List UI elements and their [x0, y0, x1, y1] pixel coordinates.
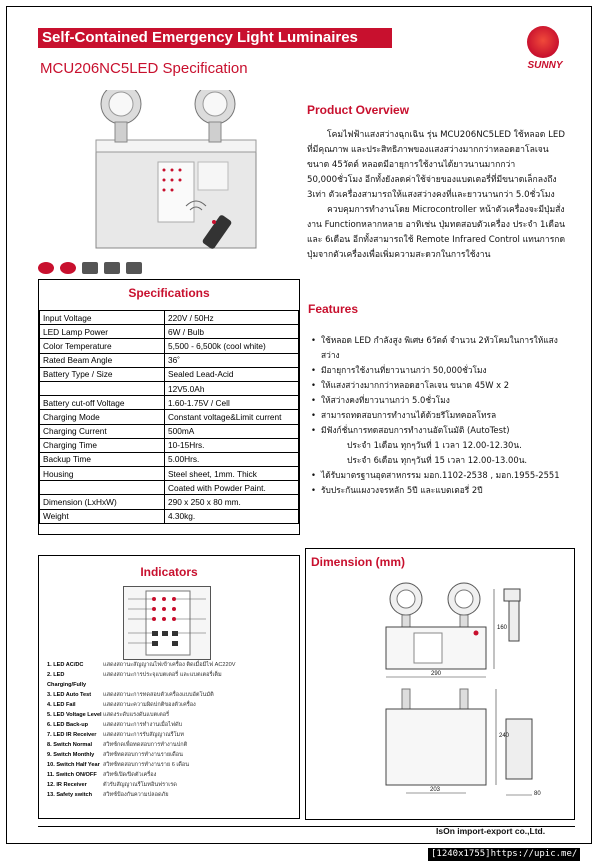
- tis-mark-icon: [38, 262, 54, 274]
- spec-row: [40, 339, 299, 353]
- indicator-name: 12. IR Receiver: [47, 782, 87, 788]
- feature-item: • มีฟังก์ชั่นการทดสอบการทำงานอัตโนมัติ (AutoTest): [311, 423, 573, 438]
- spec-label: [40, 481, 165, 495]
- spec-value: 5.00Hrs.: [165, 452, 299, 466]
- indicator-description: แสดงสถานะการทำงานเมื่อไฟดับ: [103, 722, 183, 728]
- indicator-item: [47, 770, 297, 780]
- spec-label: Weight: [40, 509, 165, 523]
- spec-row: [40, 396, 299, 410]
- indicator-description: สวิทซ์เปิด/ปิดตัวเครื่อง: [103, 772, 157, 778]
- indicator-item: [47, 730, 297, 740]
- feature-item: • ได้รับมาตรฐานอุตสาหกรรม มอก.1102-2538 , มอก.1955-2551: [311, 468, 573, 483]
- overview-heading: Product Overview: [307, 103, 410, 117]
- feature-item: • ให้แสงสว่างมากกว่าหลอดฮาโลเจน ขนาด 45W x 2: [311, 378, 573, 393]
- feature-item: • ให้สว่างคงที่ยาวนานกว่า 5.0ชั่วโมง: [311, 393, 573, 408]
- indicator-name: 2. LED Charging/Fully: [47, 672, 87, 688]
- spec-label: Battery Type / Size: [40, 367, 165, 381]
- indicator-description: แสดงสถานะความผิดปกติของตัวเครื่อง: [103, 702, 196, 708]
- spec-value: Coated with Powder Paint.: [165, 481, 299, 495]
- ce-mark-icon: [82, 262, 98, 274]
- warning-mark-icon: [104, 262, 120, 274]
- spec-label: Rated Beam Angle: [40, 353, 165, 367]
- spec-value: 290 x 250 x 80 mm.: [165, 495, 299, 509]
- indicator-description: แสดงสถานะการทดสอบตัวเครื่องแบบอัตโนมัติ: [103, 692, 214, 698]
- indicator-name: 5. LED Voltage Level: [47, 712, 102, 718]
- spec-row: [40, 367, 299, 381]
- indicator-item: [47, 760, 297, 770]
- indicator-item: [47, 670, 297, 690]
- banner-title: Self-Contained Emergency Light Luminaires: [38, 28, 392, 48]
- spec-label: Housing: [40, 467, 165, 481]
- indicator-name: 11. Switch ON/OFF: [47, 772, 97, 778]
- indicator-name: 4. LED Fail: [47, 702, 76, 708]
- indicator-panel-diagram: [123, 586, 211, 660]
- spec-value: 500mA: [165, 424, 299, 438]
- spec-label: Charging Time: [40, 438, 165, 452]
- indicator-item: [47, 790, 297, 800]
- indicator-description: แสดงสถานะการรับสัญญาณรีโมท: [103, 732, 184, 738]
- logo-text: SUNNY: [527, 60, 563, 71]
- features-list: [311, 333, 573, 498]
- spec-row: [40, 452, 299, 466]
- spec-value: 4.30kg.: [165, 509, 299, 523]
- indicator-description: สวิทซ์ทดสอบการทำงานรายเดือน: [103, 752, 183, 758]
- tis-mark-icon: [60, 262, 76, 274]
- indicator-name: 8. Switch Normal: [47, 742, 93, 748]
- dimension-heading: Dimension (mm): [311, 555, 406, 569]
- indicators-heading: Indicators: [140, 565, 198, 579]
- spec-row: [40, 509, 299, 523]
- indicator-description: แสดงสถานะการประจุแบตเตอรี่ และแบตเตอรี่เต็ม: [103, 672, 222, 678]
- indicators-list: [47, 660, 297, 800]
- overview-text: [307, 128, 569, 263]
- spec-label: Battery cut-off Voltage: [40, 396, 165, 410]
- indicator-name: 10. Switch Half Year: [47, 762, 100, 768]
- spec-value: 36˚: [165, 353, 299, 367]
- feature-item: ประจำ 6เดือน ทุกๆวันที่ 15 เวลา 12.00-13.00น.: [347, 455, 528, 465]
- spec-row: [40, 353, 299, 367]
- certification-icons: [38, 262, 293, 276]
- indicator-item: [47, 750, 297, 760]
- specifications-table: [39, 310, 299, 524]
- spec-value: 220V / 50Hz: [165, 311, 299, 325]
- spec-value: 6W / Bulb: [165, 325, 299, 339]
- spec-row: [40, 438, 299, 452]
- spec-value: 5,500 - 6,500k (cool white): [165, 339, 299, 353]
- indicator-name: 7. LED IR Receiver: [47, 732, 97, 738]
- spec-label: Charging Current: [40, 424, 165, 438]
- spec-value: Steel sheet, 1mm. Thick: [165, 467, 299, 481]
- specifications-box: [38, 279, 300, 535]
- indicators-box: [38, 555, 300, 819]
- feature-item: • มีอายุการใช้งานที่ยาวนานกว่า 50,000ชั่วโมง: [311, 363, 573, 378]
- indicator-item: [47, 690, 297, 700]
- indicator-item: [47, 740, 297, 750]
- spec-value: 10-15Hrs.: [165, 438, 299, 452]
- indicator-name: 3. LED Auto Test: [47, 692, 92, 698]
- indicator-description: แสดงระดับแรงดันแบตเตอรี่: [103, 712, 170, 718]
- indicator-name: 6. LED Back-up: [47, 722, 89, 728]
- spec-value: Sealed Lead-Acid: [165, 367, 299, 381]
- dimension-box: [305, 548, 575, 820]
- spec-label: Color Temperature: [40, 339, 165, 353]
- indicator-name: 1. LED AC/DC: [47, 662, 84, 668]
- spec-row: [40, 495, 299, 509]
- spec-row: [40, 481, 299, 495]
- spec-row: [40, 410, 299, 424]
- indicator-item: [47, 720, 297, 730]
- model-spec-title: MCU206NC5LED Specification: [40, 60, 248, 77]
- feature-item: • รับประกันแผงวงจรหลัก 5ปี และแบตเตอรี่ 2ปี: [311, 483, 573, 498]
- indicator-item: [47, 660, 297, 670]
- overview-paragraph: ควบคุมการทำงานโดย Microcontroller หน้าตัวเครื่องจะมีปุ่มสั่งงาน Functionหลากหลาย อาทิเช่น ปุ่มทดสอบตัวเครื่อง ประจำ 1เดือนและ 6เดือน อีกทั้งสามารถใช้ Remote Infrared Control แทนการกดปุ่มจากตัวเครื่องเพื่อเพิ่มความสะดวกในการใช้งาน: [307, 205, 566, 260]
- dimension-height-label: 160: [497, 625, 508, 631]
- indicator-item: [47, 700, 297, 710]
- specifications-heading: Specifications: [128, 286, 210, 300]
- spec-label: Input Voltage: [40, 311, 165, 325]
- feature-item: ประจำ 1เดือน ทุกๆวันที่ 1 เวลา 12.00-12.30น.: [347, 440, 522, 450]
- dimension-front-height-label: 240: [499, 733, 510, 739]
- spec-value: 12V5.0Ah: [165, 381, 299, 395]
- company-name: IsOn import-export co.,Ltd.: [436, 826, 546, 836]
- spec-label: Dimension (LxHxW): [40, 495, 165, 509]
- spec-value: 1.60-1.75V / Cell: [165, 396, 299, 410]
- indicator-description: ตัวรับสัญญาณรีโมทอินฟราเรด: [103, 782, 177, 788]
- product-image: [38, 90, 293, 260]
- spec-label: Backup Time: [40, 452, 165, 466]
- sunny-logo: [515, 26, 573, 78]
- dimension-depth-label: 80: [534, 791, 541, 797]
- indicator-description: สวิทซ์ป้องกันความปลอดภัย: [103, 792, 169, 798]
- feature-item: • ใช้หลอด LED กำลังสูง พิเศษ 6วัตต์ จำนวน 2หัวโคมในการให้แสงสว่าง: [311, 333, 573, 363]
- dimension-drawing: [306, 549, 574, 819]
- ul-mark-icon: [126, 262, 142, 274]
- spec-row: [40, 325, 299, 339]
- spec-label: LED Lamp Power: [40, 325, 165, 339]
- indicator-description: แสดงสถานะสัญญาณไฟเข้าเครื่อง ติดเมื่อมีไฟ AC220V: [103, 662, 236, 668]
- spec-label: Charging Mode: [40, 410, 165, 424]
- overview-paragraph: โคมไฟฟ้าแสงสว่างฉุกเฉิน รุ่น MCU206NC5LED ใช้หลอด LED ที่มีคุณภาพ และประสิทธิภาพของแสงสว่างมากกว่าหลอดฮาโลเจน ขนาด 45วัตต์ หลอดมีอายุการใช้งานได้ยาวนานมากกว่า 50,000ชั่วโมง อีกทั้งยังลดค่าใช้จ่ายของแบตเตอรี่ที่มีขนาดเล็กลงถึง 3เท่า ตัวเครื่องสามารถให้แสงสว่างคงที่และยาวนานกว่า 5.0ชั่วโมง: [307, 130, 565, 200]
- watermark: [1240x1755]https://upic.me/: [428, 848, 580, 861]
- indicator-item: [47, 710, 297, 720]
- spec-label: [40, 381, 165, 395]
- spec-value: Constant voltage&Limit current: [165, 410, 299, 424]
- indicator-name: 13. Safety switch: [47, 792, 93, 798]
- spec-row: [40, 424, 299, 438]
- spec-row: [40, 381, 299, 395]
- indicator-description: สวิทซ์กดเพื่อทดสอบการทำงานปกติ: [103, 742, 188, 748]
- features-heading: Features: [308, 302, 359, 316]
- dimension-width-label: 290: [431, 671, 442, 677]
- spec-row: [40, 467, 299, 481]
- feature-item: • สามารถทดสอบการทำงานได้ด้วยรีโมทคอลโทรล: [311, 408, 573, 423]
- indicator-description: สวิทซ์ทดสอบการทำงานราย 6 เดือน: [103, 762, 190, 768]
- sun-icon: [527, 26, 559, 58]
- spec-row: [40, 311, 299, 325]
- indicator-name: 9. Switch Monthly: [47, 752, 95, 758]
- dimension-base-label: 203: [430, 787, 441, 793]
- indicator-item: [47, 780, 297, 790]
